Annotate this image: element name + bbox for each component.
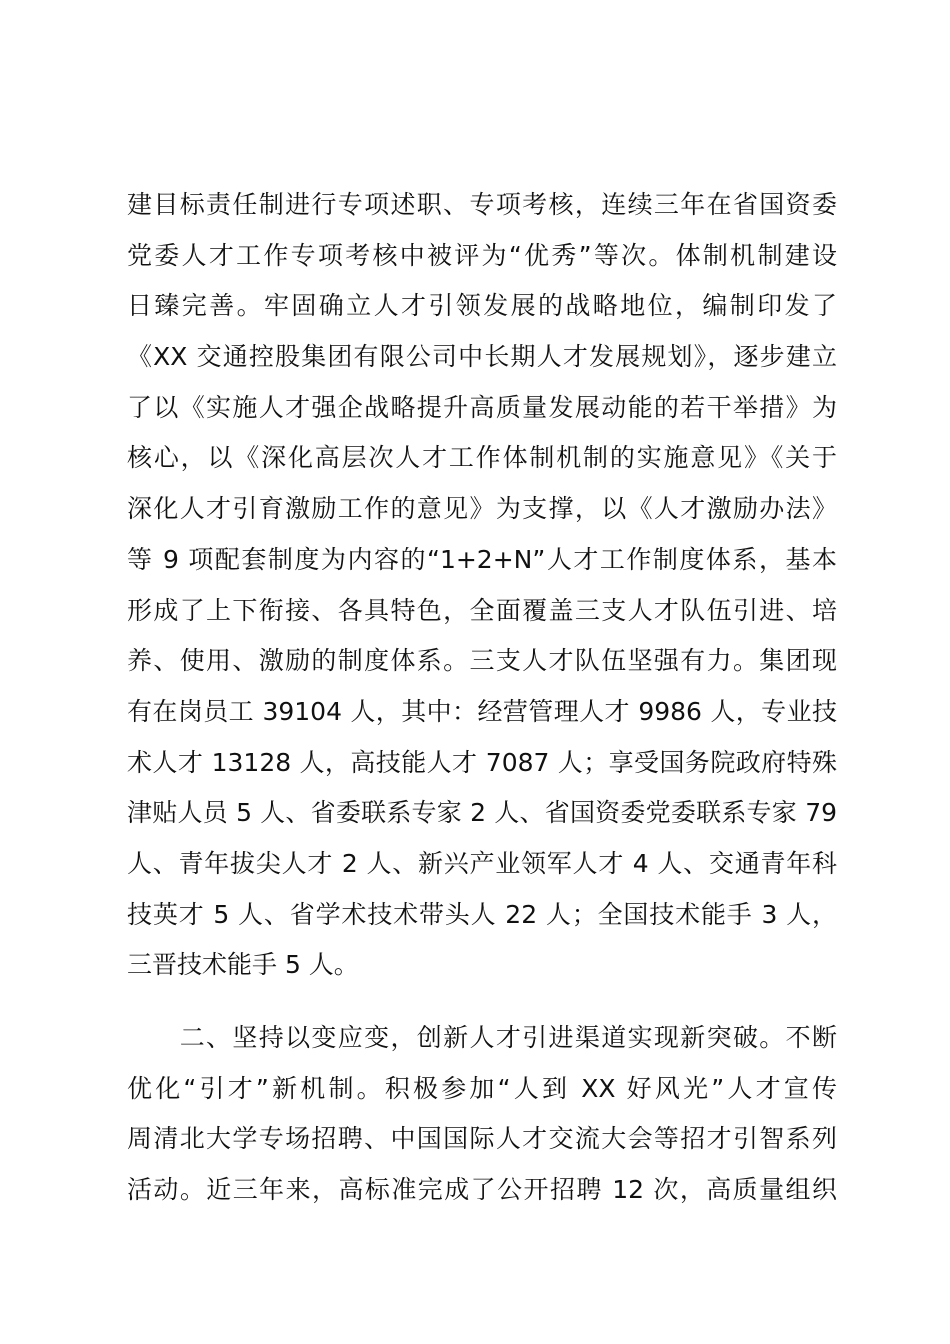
paragraph-line: 优化“引才”新机制。积极参加“人到 XX 好风光”人才宣传 <box>127 1073 837 1103</box>
paragraph-spacer <box>127 991 837 1013</box>
paragraph-line: 等 9 项配套制度为内容的“1+2+N”人才工作制度体系，基本 <box>127 544 837 574</box>
paragraph-line: 有在岗员工 39104 人，其中：经营管理人才 9986 人，专业技 <box>127 696 837 726</box>
paragraph-1 <box>127 180 837 991</box>
paragraph-line: 建目标责任制进行专项述职、专项考核，连续三年在省国资委 <box>127 190 837 219</box>
paragraph-line: 术人才 13128 人，高技能人才 7087 人；享受国务院政府特殊 <box>127 747 837 777</box>
paragraph-line: 日臻完善。牢固确立人才引领发展的战略地位，编制印发了 <box>127 291 837 321</box>
paragraph-line: 养、使用、激励的制度体系。三支人才队伍坚强有力。集团现 <box>127 646 837 676</box>
paragraph-line: 津贴人员 5 人、省委联系专家 2 人、省国资委党委联系专家 79 <box>127 798 837 828</box>
paragraph-line: 了以《实施人才强企战略提升高质量发展动能的若干举措》为 <box>127 392 837 422</box>
paragraph-line: 技英才 5 人、省学术技术带头人 22 人；全国技术能手 3 人， <box>127 899 837 929</box>
paragraph-line: 党委人才工作专项考核中被评为“优秀”等次。体制机制建设 <box>127 240 837 270</box>
paragraph-line: 活动。近三年来，高标准完成了公开招聘 12 次，高质量组织 <box>127 1175 837 1205</box>
paragraph-line: 《XX 交通控股集团有限公司中长期人才发展规划》，逐步建立 <box>127 342 837 372</box>
paragraph-line: 深化人才引育激励工作的意见》为支撑，以《人才激励办法》 <box>127 494 837 524</box>
paragraph-2 <box>127 1013 837 1216</box>
paragraph-line: 核心，以《深化高层次人才工作体制机制的实施意见》《关于 <box>127 443 837 473</box>
paragraph-line: 周清北大学专场招聘、中国国际人才交流大会等招才引智系列 <box>127 1124 837 1154</box>
paragraph-line: 二、坚持以变应变，创新人才引进渠道实现新突破。不断 <box>127 1023 837 1052</box>
paragraph-line: 人、青年拔尖人才 2 人、新兴产业领军人才 4 人、交通青年科 <box>127 848 837 878</box>
document-body <box>127 180 837 1216</box>
paragraph-line: 三晋技术能手 5 人。 <box>127 950 359 980</box>
paragraph-line: 形成了上下衔接、各具特色，全面覆盖三支人才队伍引进、培 <box>127 595 837 625</box>
